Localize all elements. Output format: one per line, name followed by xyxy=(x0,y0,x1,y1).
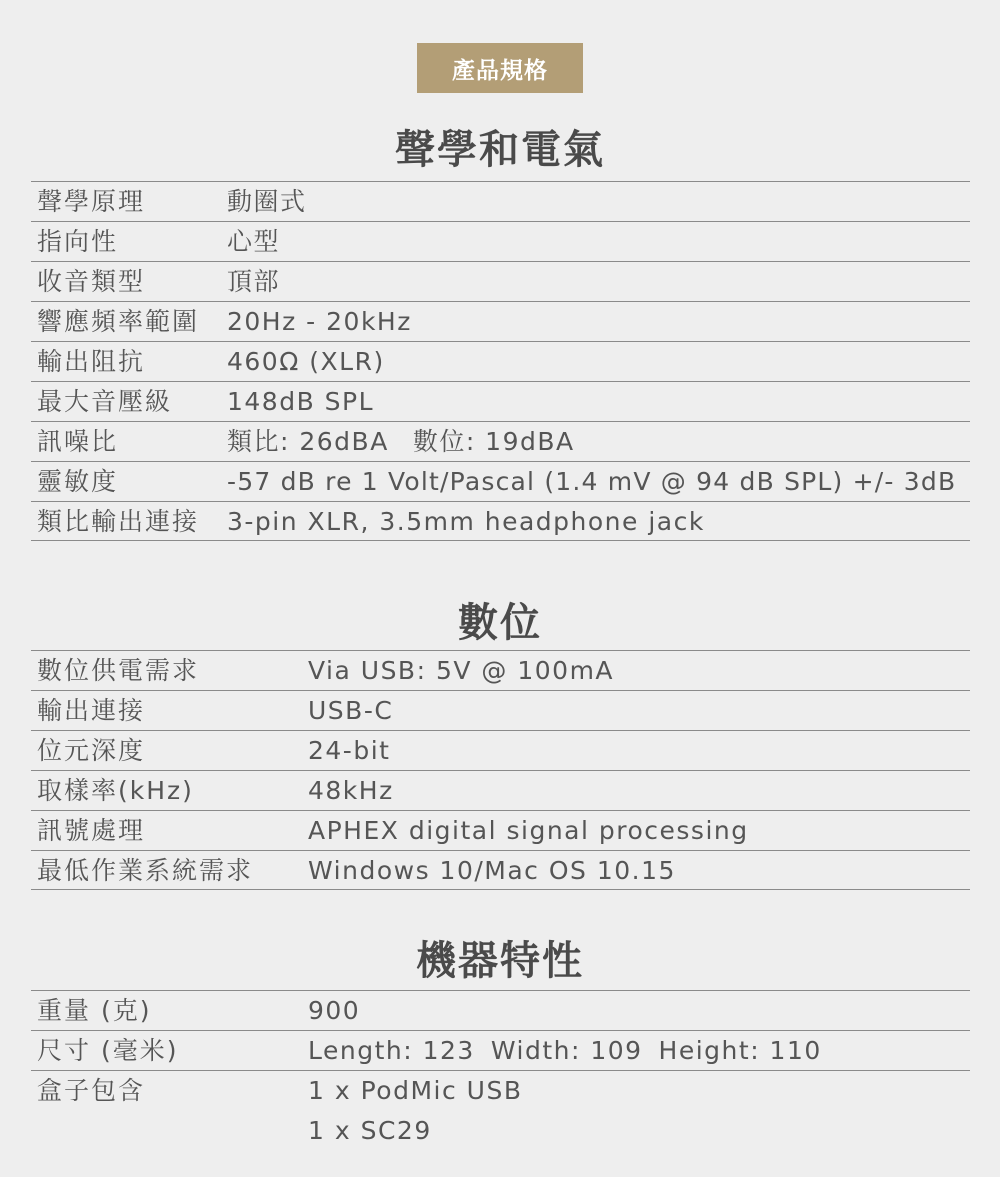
spec-value: 心型 xyxy=(227,227,281,256)
spec-value: Windows 10/Mac OS 10.15 xyxy=(308,856,676,885)
spec-label: 響應頻率範圍 xyxy=(37,307,200,336)
section-title-acoustic: 聲學和電氣 xyxy=(395,127,605,173)
spec-value: 148dB SPL xyxy=(227,387,375,416)
section-title-features: 機器特性 xyxy=(416,938,584,984)
spec-value: Via USB: 5V @ 100mA xyxy=(308,656,615,685)
spec-label: 收音類型 xyxy=(37,267,146,296)
spec-value: -57 dB re 1 Volt/Pascal (1.4 mV @ 94 dB SPL) +/- 3dB xyxy=(227,467,957,496)
spec-value: APHEX digital signal processing xyxy=(308,816,749,845)
section-title-digital: 數位 xyxy=(458,600,542,646)
spec-label: 訊號處理 xyxy=(37,816,146,845)
spec-label: 輸出阻抗 xyxy=(37,347,146,376)
spec-value: 頂部 xyxy=(227,267,281,296)
spec-label: 聲學原理 xyxy=(37,187,146,216)
spec-value: 20Hz - 20kHz xyxy=(227,307,412,336)
spec-table-features xyxy=(31,990,970,1150)
spec-row xyxy=(31,381,970,421)
spec-table-acoustic xyxy=(31,181,970,541)
product-specs-badge: 產品規格 xyxy=(417,43,583,93)
spec-label: 最大音壓級 xyxy=(37,387,173,416)
spec-value: USB-C xyxy=(308,696,394,725)
spec-row xyxy=(31,850,970,890)
box-item: 1 x SC29 xyxy=(308,1116,432,1145)
spec-row xyxy=(31,221,970,261)
spec-label: 靈敏度 xyxy=(37,467,119,496)
spec-row xyxy=(31,770,970,810)
dim-length: Length: 123 xyxy=(308,1036,475,1065)
spec-label: 類比輸出連接 xyxy=(37,507,200,536)
spec-value: 動圈式 xyxy=(227,187,307,216)
snr-digital: 數位: 19dBA xyxy=(412,427,575,456)
box-item: 1 x PodMic USB xyxy=(308,1076,523,1105)
spec-label: 數位供電需求 xyxy=(37,656,200,685)
spec-row xyxy=(31,181,970,221)
spec-row xyxy=(31,810,970,850)
spec-value xyxy=(227,422,575,462)
dim-width: Width: 109 xyxy=(490,1036,643,1065)
spec-label: 輸出連接 xyxy=(37,696,146,725)
spec-label: 盒子包含 xyxy=(37,1076,146,1105)
spec-label: 重量 (克) xyxy=(37,996,152,1025)
spec-row xyxy=(31,690,970,730)
spec-label: 位元深度 xyxy=(37,736,146,765)
spec-value xyxy=(308,1071,522,1151)
spec-label: 尺寸 (毫米) xyxy=(37,1036,179,1065)
spec-row xyxy=(31,421,970,461)
spec-row xyxy=(31,261,970,301)
spec-table-digital xyxy=(31,650,970,890)
spec-label: 指向性 xyxy=(37,227,119,256)
spec-row xyxy=(31,341,970,381)
spec-row xyxy=(31,990,970,1030)
spec-row xyxy=(31,1070,970,1150)
spec-label: 取樣率(kHz) xyxy=(37,776,194,805)
spec-value: 48kHz xyxy=(308,776,394,805)
spec-row xyxy=(31,1030,970,1070)
spec-label: 最低作業系統需求 xyxy=(37,856,254,885)
spec-value: 460Ω (XLR) xyxy=(227,347,385,376)
spec-value: 24-bit xyxy=(308,736,391,765)
spec-value xyxy=(308,1031,822,1071)
dim-height: Height: 110 xyxy=(658,1036,822,1065)
spec-row xyxy=(31,461,970,501)
spec-value: 900 xyxy=(308,996,361,1025)
spec-label: 訊噪比 xyxy=(37,427,119,456)
spec-row xyxy=(31,650,970,690)
snr-analog: 類比: 26dBA xyxy=(227,427,389,456)
spec-row xyxy=(31,730,970,770)
spec-row xyxy=(31,301,970,341)
spec-value: 3-pin XLR, 3.5mm headphone jack xyxy=(227,507,705,536)
spec-row xyxy=(31,501,970,541)
